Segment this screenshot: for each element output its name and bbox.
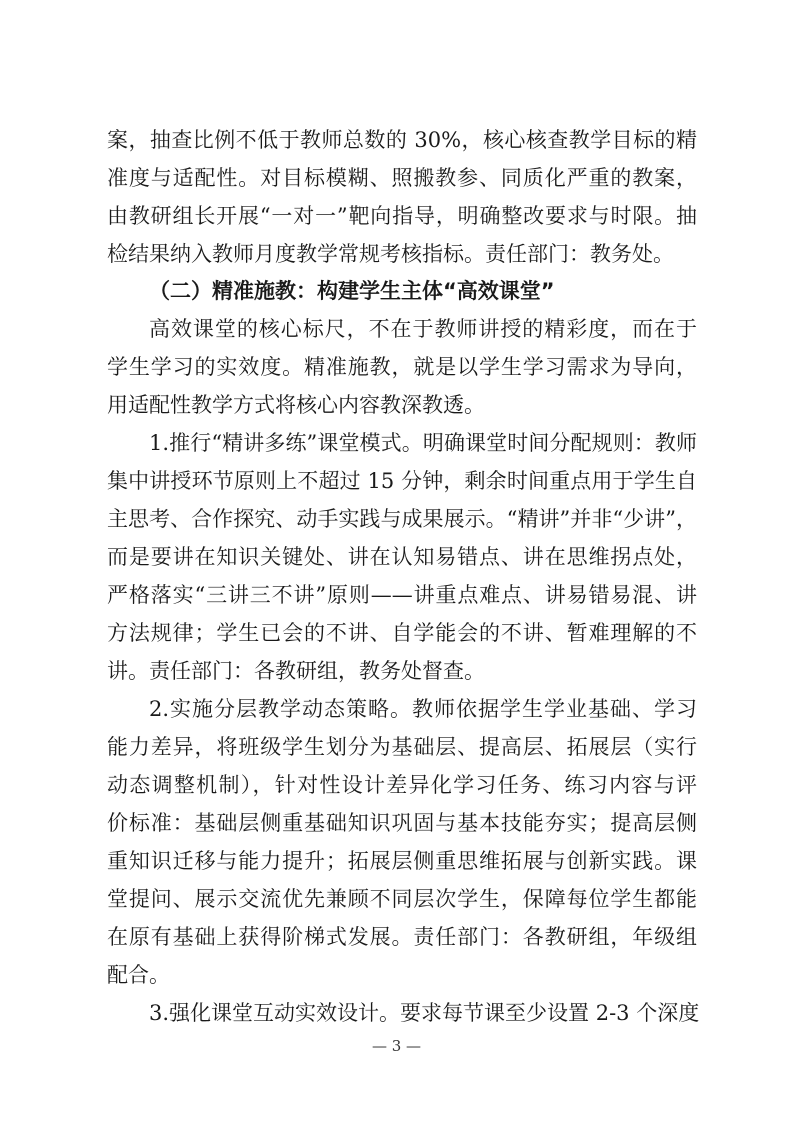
- body-line: 用适配性教学方式将核心内容教深教透。: [107, 393, 485, 417]
- paragraph-first-line: 高效课堂的核心标尺，不在于教师讲授的精彩度，而在于: [149, 317, 697, 341]
- body-line: 严格落实“三讲三不讲”原则——讲重点难点、讲易错易混、讲: [107, 583, 697, 607]
- body-line: 准度与适配性。对目标模糊、照搬教参、同质化严重的教案，: [107, 166, 697, 190]
- body-line: 在原有基础上获得阶梯式发展。责任部门：各教研组，年级组: [107, 925, 697, 949]
- body-line: 而是要讲在知识关键处、讲在认知易错点、讲在思维拐点处，: [107, 545, 697, 569]
- body-line: 主思考、合作探究、动手实践与成果展示。“精讲”并非“少讲”，: [107, 507, 697, 531]
- body-line: 能力差异，将班级学生划分为基础层、提高层、拓展层（实行: [107, 735, 697, 759]
- body-line: 讲。责任部门：各教研组，教务处督查。: [107, 659, 485, 683]
- body-line: 方法规律；学生已会的不讲、自学能会的不讲、暂难理解的不: [107, 621, 697, 645]
- paragraph-first-line: 1.推行“精讲多练”课堂模式。明确课堂时间分配规则：教师: [149, 431, 697, 455]
- page-number: — 3 —: [371, 1037, 422, 1055]
- paragraph-first-line: 3.强化课堂互动实效设计。要求每节课至少设置 2-3 个深度: [149, 1001, 700, 1025]
- section-heading: （二）精准施教：构建学生主体“高效课堂”: [149, 279, 555, 303]
- body-line: 重知识迁移与能力提升；拓展层侧重思维拓展与创新实践。课: [107, 849, 697, 873]
- body-line: 检结果纳入教师月度教学常规考核指标。责任部门：教务处。: [107, 242, 674, 266]
- body-line: 堂提问、展示交流优先兼顾不同层次学生，保障每位学生都能: [107, 887, 697, 911]
- body-line: 动态调整机制），针对性设计差异化学习任务、练习内容与评: [107, 773, 697, 797]
- body-line: 由教研组长开展“一对一”靶向指导，明确整改要求与时限。抽: [107, 204, 697, 228]
- body-line: 集中讲授环节原则上不超过 15 分钟，剩余时间重点用于学生自: [107, 469, 697, 493]
- body-line: 价标准：基础层侧重基础知识巩固与基本技能夯实；提高层侧: [107, 811, 697, 835]
- body-line: 学生学习的实效度。精准施教，就是以学生学习需求为导向，: [107, 355, 697, 379]
- body-line: 案，抽查比例不低于教师总数的 30%，核心核查教学目标的精: [107, 128, 697, 152]
- body-line: 配合。: [107, 963, 170, 987]
- paragraph-first-line: 2.实施分层教学动态策略。教师依据学生学业基础、学习: [149, 697, 697, 721]
